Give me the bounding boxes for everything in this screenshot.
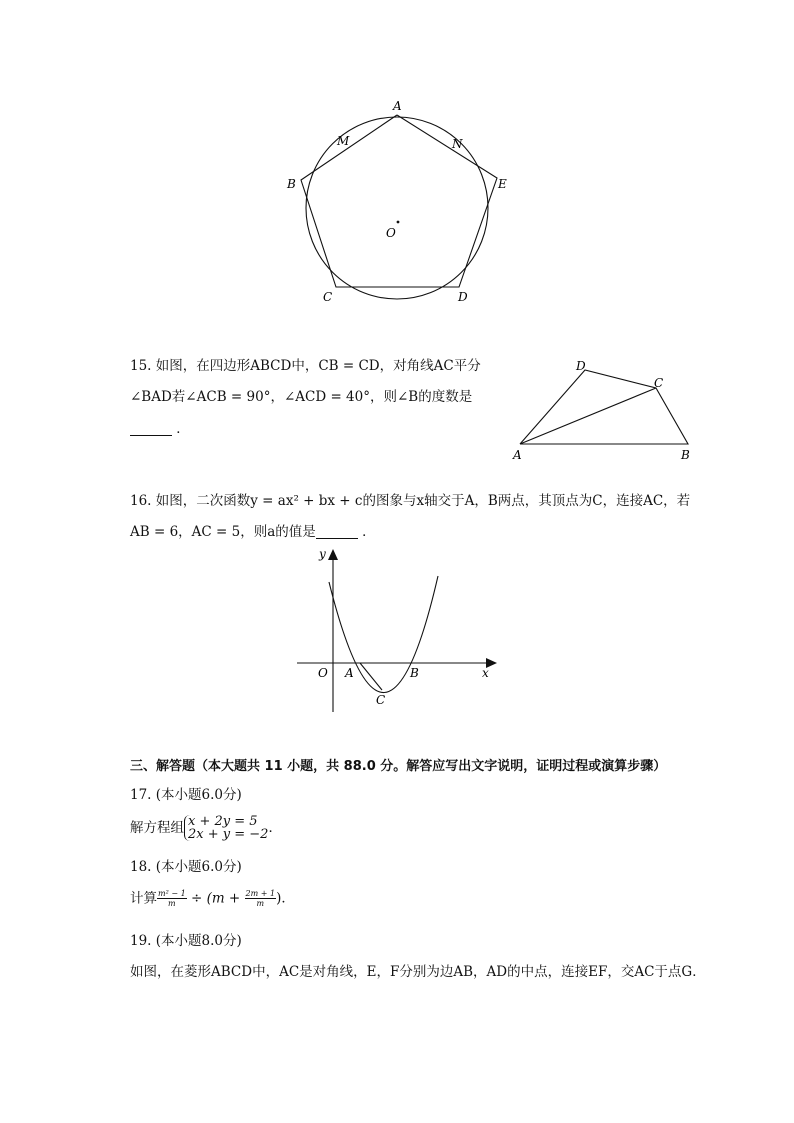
y-axis-arrow <box>328 549 338 560</box>
q16-line2 <box>130 523 376 541</box>
section-heading: 三、解答题（本大题共 11 小题，共 88.0 分。解答应写出文字说明，证明过程或演算步骤） <box>130 759 667 774</box>
q17-head: 17. (本小题6.0分) <box>130 787 242 803</box>
q17-body <box>130 815 282 841</box>
q18-body <box>130 889 295 908</box>
q15-period: ． <box>176 421 190 437</box>
answer-blank[interactable] <box>130 421 172 436</box>
q16-period: ． <box>362 524 376 540</box>
q16-label-a: A <box>345 666 354 680</box>
q16-label-c: C <box>376 693 386 707</box>
label-c: C <box>323 290 333 304</box>
q18-prefix: 计算 <box>130 890 157 907</box>
q19-head: 19. (本小题8.0分) <box>130 933 242 949</box>
q19-text: 如图，在菱形ABCD中，AC是对角线，E，F分别为边AB，AD的中点，连接EF，交AC于点G． <box>130 964 706 980</box>
pentagon-circle-figure <box>270 90 530 315</box>
q16-label-o: O <box>318 666 328 680</box>
q16-line2-text: AB = 6，AC = 5，则a的值是 <box>130 524 316 540</box>
q15-label-a: A <box>513 448 522 462</box>
fraction-1-numerator: m² − 1 <box>158 889 186 898</box>
q15-label-b: B <box>681 448 690 462</box>
q18-suffix: )． <box>276 890 295 907</box>
pentagon-outline <box>301 115 497 287</box>
label-d: D <box>458 290 468 304</box>
q18-head: 18. (本小题6.0分) <box>130 859 242 875</box>
q15-label-d: D <box>576 359 586 373</box>
fraction-2-denominator: m <box>256 899 265 908</box>
q15-line3 <box>130 420 190 438</box>
q18-middle: ÷ (m + <box>190 890 241 907</box>
diagonal-ac <box>520 388 656 444</box>
q15-quadrilateral-figure <box>505 355 705 465</box>
equation-1: x + 2y = 5 <box>188 814 258 829</box>
q15-label-c: C <box>654 376 664 390</box>
label-b: B <box>287 177 296 191</box>
label-e: E <box>498 177 507 191</box>
q16-label-b: B <box>410 666 419 680</box>
equation-2: 2x + y = −2 <box>188 827 269 842</box>
label-o: O <box>386 226 396 240</box>
q16-label-x: x <box>482 666 489 680</box>
equation-system <box>184 815 268 841</box>
q17-prefix: 解方程组 <box>130 820 184 836</box>
q16-label-y: y <box>319 547 326 561</box>
q16-parabola-figure <box>290 545 505 715</box>
fraction-1-denominator: m <box>168 899 176 908</box>
answer-blank[interactable] <box>316 524 358 539</box>
label-a: A <box>393 99 402 113</box>
q15-line1: 15. 如图，在四边形ABCD中，CB = CD，对角线AC平分 <box>130 358 481 374</box>
fraction-1 <box>157 889 187 908</box>
fraction-2-numerator: 2m + 1 <box>245 889 276 898</box>
q17-suffix: ． <box>268 820 282 836</box>
label-m: M <box>337 134 350 148</box>
q16-line1: 16. 如图，二次函数y = ax² + bx + c的图象与x轴交于A，B两点，其顶点为C，连接AC，若 <box>130 493 691 509</box>
q15-line2: ∠BAD若∠ACB = 90°，∠ACD = 40°，则∠B的度数是 <box>130 389 473 405</box>
center-dot <box>397 221 400 224</box>
label-n: N <box>452 137 463 151</box>
fraction-2 <box>245 889 277 908</box>
